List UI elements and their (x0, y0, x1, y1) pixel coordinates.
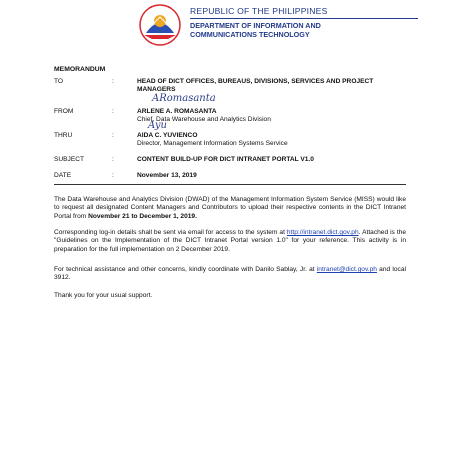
subject-colon: : (112, 156, 114, 163)
to-colon: : (112, 78, 114, 85)
to-value: HEAD OF DICT OFFICES, BUREAUS, DIVISIONS, SERVICES AND PROJECT MANAGERS (137, 78, 374, 93)
thru-colon: : (112, 132, 114, 139)
thru-signature: Ayu (148, 120, 167, 131)
republic-text: REPUBLIC OF THE PHILIPPINES (190, 6, 418, 19)
date-value: November 13, 2019 (137, 172, 197, 179)
from-name: ARLENE A. ROMASANTA (137, 108, 217, 115)
thru-title: Director, Management Information Systems Service (137, 140, 288, 147)
paragraph-1-text: The Data Warehouse and Analytics Division (DWAD) of the Management Information System Service (MISS) would like to request all designated Content Managers and Contributors to upload their respective contents in the DICT Intranet Portal from (54, 196, 406, 220)
memo-title: MEMORANDUM (54, 66, 106, 73)
from-signature: ARomasanta (152, 93, 216, 104)
thru-label: THRU (54, 132, 73, 139)
paragraph-2-text-a: Corresponding log-in details shall be sent via email for access to the system at (54, 229, 287, 236)
agency-header (190, 6, 430, 39)
dict-seal-icon (138, 3, 182, 47)
subject-value: CONTENT BUILD-UP FOR DICT INTRANET PORTAL V1.0 (137, 156, 314, 163)
paragraph-3-text-a: For technical assistance and other concerns, kindly coordinate with Danilo Sablay, Jr. at (54, 266, 317, 273)
upload-period: November 21 to December 1, 2019. (88, 212, 197, 220)
intranet-email-link[interactable]: intranet@dict.gov.ph (316, 266, 377, 273)
intranet-portal-link[interactable]: http://intranet.dict.gov.ph (286, 229, 359, 236)
thru-name: AIDA C. YUVIENCO (137, 132, 198, 139)
date-label: DATE (54, 172, 72, 179)
to-label: TO (54, 78, 64, 85)
subject-label: SUBJECT (54, 156, 85, 163)
paragraph-4 (54, 292, 406, 300)
paragraph-2-text-b: . Attached is the "Guidelines on the Implementation of the DICT Intranet Portal version 1.0" for your reference. This activity is in preparation for the full implementation on 2 December 2019. (54, 229, 406, 253)
department-name-line2: COMMUNICATIONS TECHNOLOGY (190, 29, 310, 39)
from-colon: : (112, 108, 114, 115)
from-label: FROM (54, 108, 74, 115)
paragraph-3 (54, 266, 406, 283)
paragraph-1 (54, 196, 406, 221)
department-name-line1: DEPARTMENT OF INFORMATION AND (190, 21, 321, 30)
paragraph-4-text: Thank you for your usual support. (54, 292, 153, 299)
header-divider (54, 184, 406, 185)
paragraph-2 (54, 229, 406, 254)
date-colon: : (112, 172, 114, 179)
from-title: Chief, Data Warehouse and Analytics Division (137, 116, 271, 123)
paragraph-3-text-b: and local 3912. (54, 266, 406, 282)
